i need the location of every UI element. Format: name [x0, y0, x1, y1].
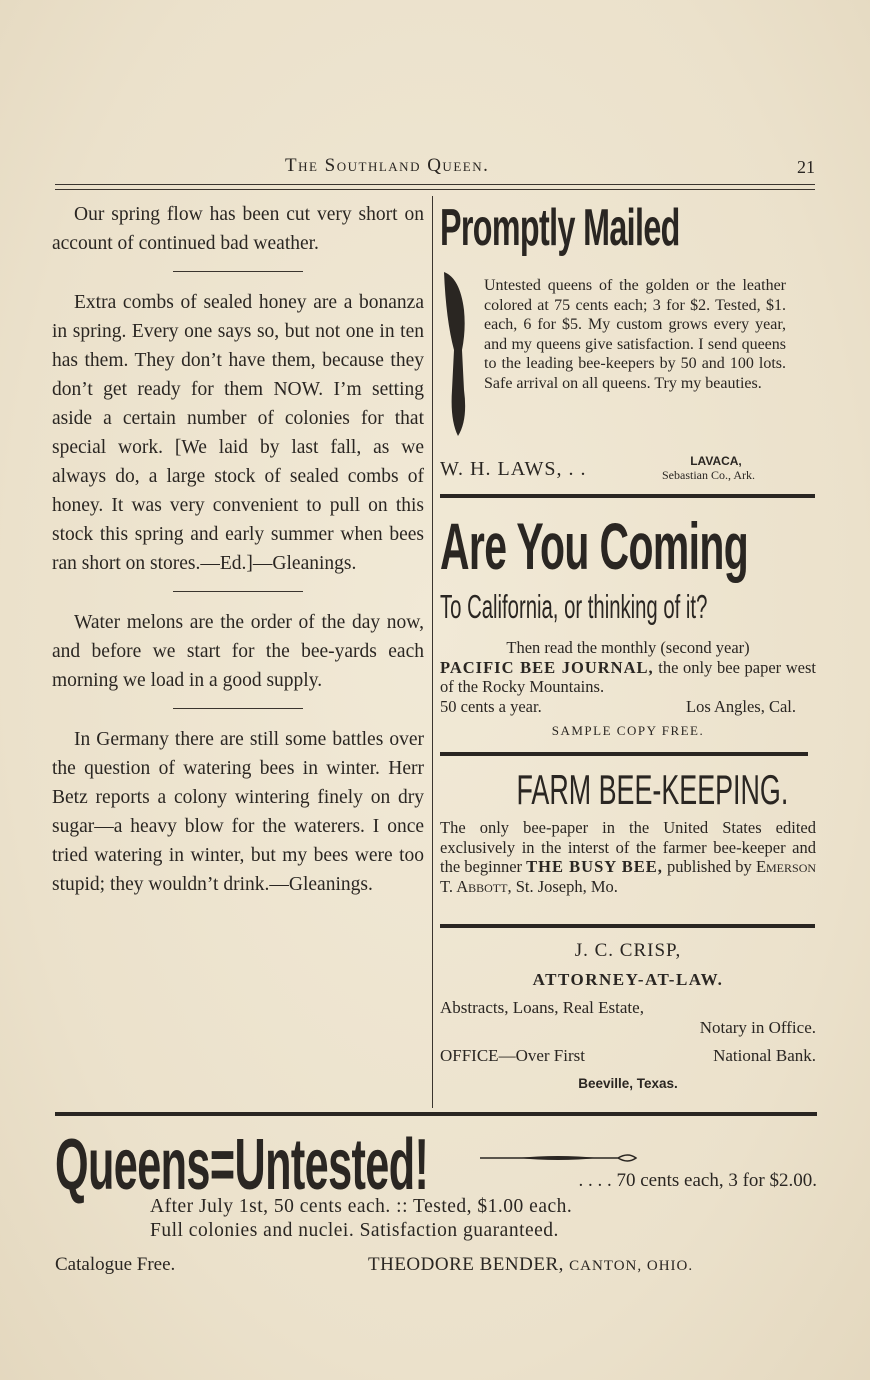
ad-laws-signature	[440, 452, 816, 486]
queen-bee-icon	[440, 270, 474, 438]
ad-pacific-headline: Are You Coming	[440, 509, 749, 583]
left-column	[52, 200, 424, 899]
office-bank: National Bank.	[713, 1046, 816, 1065]
ad-bender-headline: Queens=Untested!	[55, 1125, 429, 1205]
publisher-name: Emerson T. Abbott,	[440, 857, 817, 896]
journal-title: The Southland Queen.	[285, 155, 490, 176]
ad-divider	[440, 752, 808, 756]
ad-pacific-subhead: To California, or thinking of it?	[440, 588, 708, 625]
ad-pacific-headline-box	[440, 508, 816, 583]
journal-name: PACIFIC BEE JOURNAL,	[440, 657, 654, 677]
flourish-icon	[478, 1150, 640, 1166]
ad-pacific-intro: Then read the monthly (second year)	[506, 638, 750, 657]
header-rule	[55, 189, 815, 190]
ad-bender-line2: After July 1st, 50 cents each. :: Tested, $1.00 each.	[150, 1196, 573, 1217]
ad-farm-published-by: published by	[666, 857, 752, 876]
ad-farm-headline-box	[440, 766, 816, 814]
ad-bender-headline-box	[55, 1124, 495, 1205]
attorney-notary: Notary in Office.	[699, 1018, 816, 1037]
attorney-services: Abstracts, Loans, Real Estate,	[440, 998, 644, 1017]
ad-laws-headline: Promptly Mailed	[440, 199, 680, 257]
separator	[173, 591, 303, 592]
paragraph: In Germany there are still some battles over the question of watering bees in winter. Herr Betz reports a colony wintering finely on dry sugar—a heavy blow for the waterers. I once tried watering in winter, but my bees were too stupid; they wouldn’t drink.—Gleanings.	[52, 729, 424, 895]
office-address: OFFICE—Over First	[440, 1046, 585, 1065]
ad-pacific-location: Los Angles, Cal.	[686, 696, 796, 716]
section-rule	[55, 1112, 817, 1116]
separator	[173, 708, 303, 709]
advertiser-town: LAVACA,	[690, 454, 742, 468]
ad-laws-headline-box	[440, 198, 816, 268]
ad-pacific-body	[440, 638, 816, 740]
paragraph: Extra combs of sealed honey are a bonanza in spring. Every one says so, but not one in ten has them. They don’t have them, because they don’t get ready for them NOW. I’m setting aside a certain number of colonies for that special work. [We laid by last fall, as we always do, a large stock of sealed combs of honey. It was very convenient to pull on this stock this spring and early summer when bees ran short on stores.—Ed.]—Gleanings.	[52, 292, 424, 574]
ad-divider	[440, 924, 815, 928]
paragraph: Water melons are the order of the day now, and before we start for the bee-yards each morning we load in a good supply.	[52, 612, 424, 691]
running-header	[55, 155, 815, 181]
ad-bender-line3: Full colonies and nuclei. Satisfaction guaranteed.	[150, 1220, 559, 1241]
ad-farm-location: St. Joseph, Mo.	[515, 876, 618, 896]
ad-bender-signature	[368, 1254, 693, 1276]
ad-laws-body: Untested queens of the golden or the leather colored at 75 cents each; 3 for $2. Tested, $1. each, 6 for $5. My custom grows every year, and my queens give satisfaction. I send queens to the leading bee-keepers by 50 and 100 lots. Safe arrival on all queens. Try my beauties.	[484, 277, 786, 392]
ad-farm-headline: FARM BEE-KEEPING.	[516, 766, 789, 813]
page-number: 21	[797, 157, 815, 177]
ad-bender-catalogue: Catalogue Free.	[55, 1254, 176, 1275]
separator	[173, 271, 303, 272]
paragraph: Our spring flow has been cut very short on account of continued bad weather.	[52, 204, 424, 254]
paper-name: THE BUSY BEE,	[526, 857, 663, 876]
ad-farm-body	[440, 818, 816, 896]
ad-divider	[440, 494, 815, 498]
ad-crisp	[440, 940, 816, 1091]
ad-bender-price: . . . . 70 cents each, 3 for $2.00.	[578, 1170, 817, 1191]
ad-pacific-price: 50 cents a year.	[440, 696, 542, 716]
ad-pacific-sample: SAMPLE COPY FREE.	[551, 722, 705, 738]
ad-farm-description: The only bee-paper in the United States edited exclusively in the interst of the farmer bee-keeper and the beginner	[440, 818, 816, 876]
advertiser-county: Sebastian Co., Ark.	[662, 468, 755, 482]
ad-pacific-description: the only bee paper west of the Rocky Mountains.	[440, 657, 817, 696]
header-rule	[55, 184, 815, 185]
attorney-city: Beeville, Texas.	[578, 1076, 678, 1091]
advertiser-name: W. H. LAWS, . .	[440, 458, 587, 480]
attorney-name: J. C. CRISP,	[574, 940, 682, 961]
advertiser-name: THEODORE BENDER,	[368, 1254, 564, 1275]
attorney-title: ATTORNEY-AT-LAW.	[532, 970, 724, 989]
advertiser-location: CANTON, OHIO.	[569, 1258, 694, 1274]
column-divider	[432, 196, 433, 1108]
ad-pacific-subhead-box	[440, 588, 816, 628]
